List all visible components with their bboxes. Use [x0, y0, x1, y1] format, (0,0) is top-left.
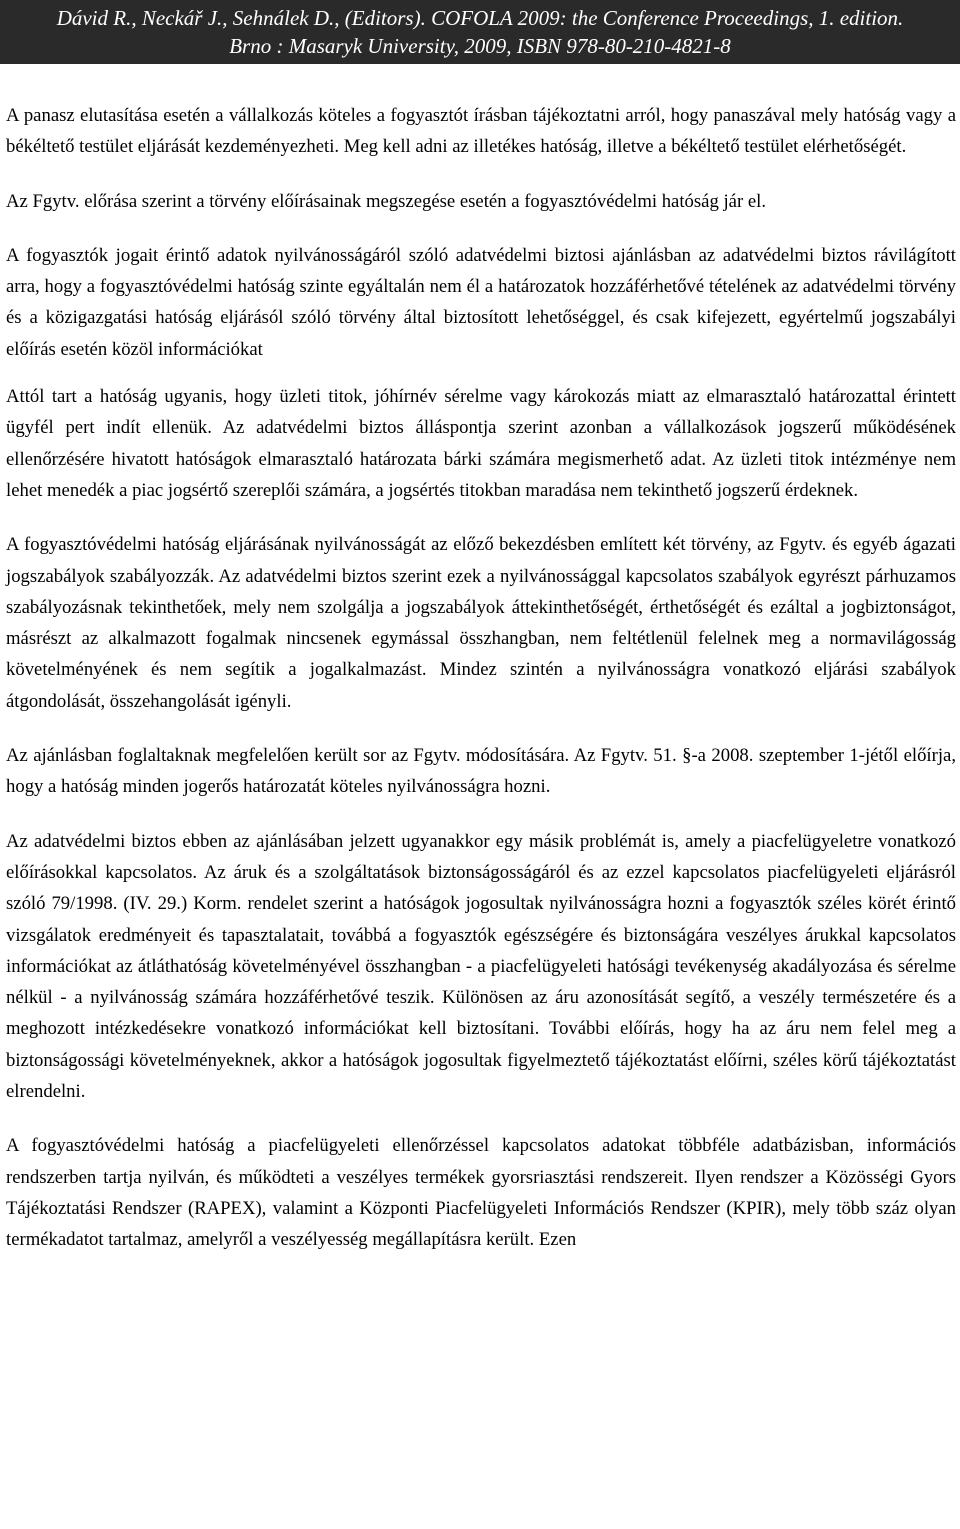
proceedings-header — [0, 0, 960, 64]
paragraph-procedure-publicity: A fogyasztóvédelmi hatóság eljárásának nyilvánosságát az előző bekezdésben említett két törvény, az Fgytv. és egyéb ágazati jogszabályok szabályozzák. Az adatvédelmi biztos szerint ezek a nyilvánossággal kapcsolatos szabályok egyrészt párhuzamos szabályozásnak tekinthetőek, mely nem szolgálja a jogszabályok áttekinthetőségét, érthetőségét és ezáltal a jogbiztonságot, másrészt az alkalmazott fogalmak nincsenek egymással összhangban, nem feltétlenül felelnek meg a normavilágosság követelményének és nem segítik a jogalkalmazást. Mindez szintén a nyilvánosságra vonatkozó eljárási szabályok átgondolását, összehangolását igényli. — [6, 534, 956, 712]
paragraph-databases-rapex: A fogyasztóvédelmi hatóság a piacfelügyeleti ellenőrzéssel kapcsolatos adatokat többféle adatbázisban, információs rendszerben tartja nyilván, és működteti a veszélyes termékek gyorsriasztási rendszereit. Ilyen rendszer a Közösségi Gyors Tájékoztatási Rendszer (RAPEX), valamint a Központi Piacfelügyeleti Információs Rendszer (KPIR), mely több száz olyan termékadatot tartalmaz, amelyről a veszélyesség megállapításra került. Ezen — [6, 1135, 956, 1251]
paragraph-authority-concern: Attól tart a hatóság ugyanis, hogy üzleti titok, jóhírnév sérelme vagy károkozás miatt az elmarasztaló határozattal érintett ügyfél pert indít ellenük. Az adatvédelmi biztos álláspontja szerint azonban a vállalkozások jogszerű működésének ellenőrzésére hivatott hatóságok elmarasztaló határozata bárki számára megismerhető adat. Az üzleti titok intézménye nem lehet menedék a piac jogsértő szereplői számára, a jogsértés titokban maradása nem tekinthető jogszerű érdeknek. — [6, 386, 956, 501]
paragraph-complaint-rejection: A panasz elutasítása esetén a vállalkozás köteles a fogyasztót írásban tájékoztatni arról, hogy panaszával mely hatóság vagy a békéltető testület eljárását kezdeményezheti. Meg kell adni az illetékes hatóság, illetve a békéltető testület elérhetőségét. — [6, 105, 956, 158]
paragraph-data-protection-recommendation: A fogyasztók jogait érintő adatok nyilvánosságáról szóló adatvédelmi biztosi ajánlásban az adatvédelmi biztos rávilágított arra, hogy a fogyasztóvédelmi hatóság szinte egyáltalán nem él a határozatok hozzáférhetővé tételének az adatvédelmi törvény és a közigazgatási hatóság eljárásól szóló törvény által biztosított lehetőséggel, és csak kifejezett, egyértelmű jogszabályi előírás esetén közöl információkat — [6, 244, 956, 360]
document-body — [6, 100, 956, 1279]
header-publisher-line: Brno : Masaryk University, 2009, ISBN 978-80-210-4821-8 — [229, 34, 731, 58]
paragraph-fgytv-authority: Az Fgytv. előrása szerint a törvény előírásainak megszegése esetén a fogyasztóvédelmi hatóság jár el. — [6, 190, 767, 212]
paragraph-market-surveillance: Az adatvédelmi biztos ebben az ajánlásában jelzett ugyanakkor egy másik problémát is, amely a piacfelügyeletre vonatkozó előírásokkal kapcsolatos. Az áruk és a szolgáltatások biztonságosságáról és az ezzel kapcsolatos piacfelügyeleti eljárásról szóló 79/1998. (IV. 29.) Korm. rendelet szerint a hatóságok jogosultak nyilvánosságra hozni a fogyasztók széles körét érintő vizsgálatok eredményeit és tapasztalatait, továbbá a fogyasztók egészségére és biztonságára veszélyes árukkal kapcsolatos információkat az átláthatóság követelményével összhangban - a piacfelügyeleti hatósági tevékenység akadályozása és sérelme nélkül - a nyilvánosság számára hozzáférhetővé teszik. Különösen az áru azonosítását segítő, a veszély természetére és a meghozott intézkedésekre vonatkozó információkat kell biztosítani. További előírás, hogy ha az áru nem felel meg a biztonságossági követelményeknek, akkor a hatóságok jogosultak figyelmeztető tájékoztatást előírni, széles körű tájékoztatást elrendelni. — [6, 830, 956, 1103]
header-citation-line: Dávid R., Neckář J., Sehnálek D., (Editors). COFOLA 2009: the Conference Proceedings, 1. edition. — [56, 6, 904, 30]
paragraph-fgytv-amendment: Az ajánlásban foglaltaknak megfelelően került sor az Fgytv. módosítására. Az Fgytv. 51. §-a 2008. szeptember 1-jétől előírja, hogy a hatóság minden jogerős határozatát köteles nyilvánosságra hozni. — [6, 745, 956, 798]
